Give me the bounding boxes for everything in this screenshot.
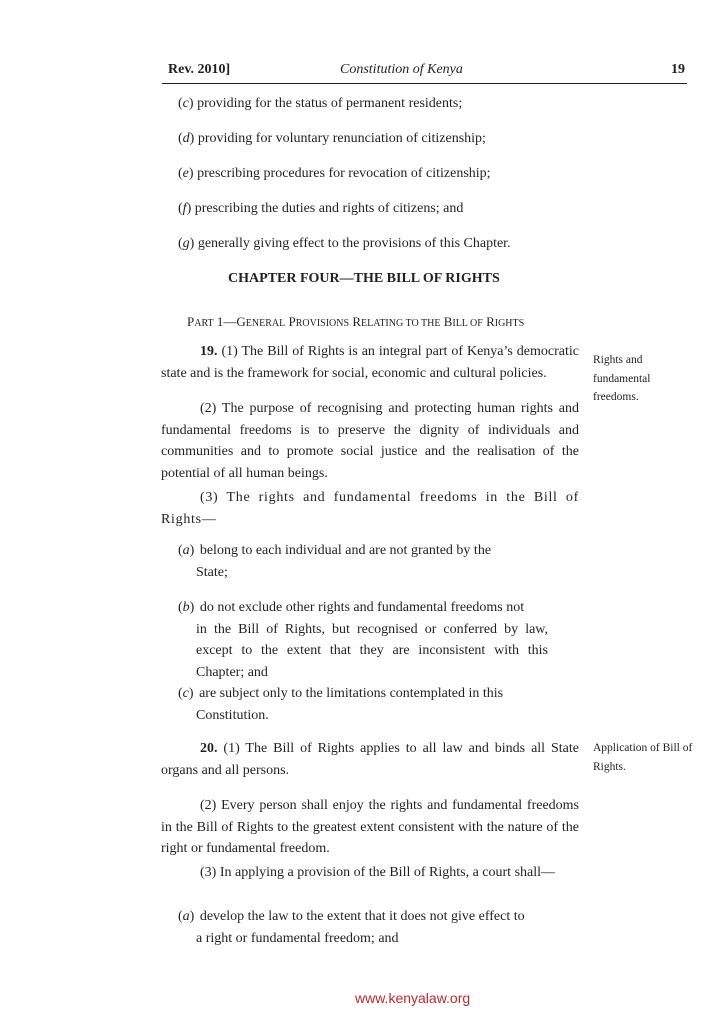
margin-note-application: Application of Bill of Rights. — [593, 742, 693, 773]
item-text: prescribing the duties and rights of citizens; and — [194, 201, 464, 216]
list-item: (f) prescribing the duties and rights of citizens; and — [178, 201, 464, 216]
list-item: (c) providing for the status of permanent residents; — [178, 96, 463, 111]
list-item: (d) providing for voluntary renunciation of citizenship; — [178, 131, 486, 146]
item-text: generally giving effect to the provisions of this Chapter. — [197, 236, 511, 251]
section-19-subsection-1: 19. (1) The Bill of Rights is an integral part of Kenya’s democratic state and is the framework for social, economic and cultural policies. — [161, 344, 579, 381]
margin-note-rights: Rights and fundamental freedoms. — [593, 354, 651, 403]
section-number: 20. — [200, 741, 218, 756]
section-19-subsection-2: (2) The purpose of recognising and protecting human rights and fundamental freedoms is to preserve the dignity of individuals and communities and to promote social justice and the realisation of the potential of all human beings. — [161, 401, 579, 481]
list-item: (a) develop the law to the extent that it does not give effect to a right or fundamental freedom; and — [178, 909, 525, 946]
revision-label: Rev. 2010] — [168, 62, 231, 77]
item-label: e — [182, 166, 189, 181]
section-20-subsection-2: (2) Every person shall enjoy the rights and fundamental freedoms in the Bill of Rights to the greatest extent consistent with the nature of the right or fundamental freedom. — [161, 798, 579, 856]
item-label: g — [182, 236, 190, 251]
list-item: (b) do not exclude other rights and fundamental freedoms not in the Bill of Rights, but recognised or conferred by law, except to the extent that they are inconsistent with this Chapter; and — [178, 600, 548, 680]
header-rule — [162, 83, 687, 84]
list-item: (c) are subject only to the limitations contemplated in this Constitution. — [178, 686, 504, 723]
list-item: (a) belong to each individual and are not granted by the State; — [178, 543, 492, 580]
item-label: d — [182, 131, 190, 146]
chapter-title: CHAPTER FOUR—THE BILL OF RIGHTS — [228, 271, 500, 286]
list-item: (g) generally giving effect to the provisions of this Chapter. — [178, 236, 511, 251]
item-text: providing for voluntary renunciation of citizenship; — [197, 131, 486, 146]
section-19-subsection-3: (3) The rights and fundamental freedoms in the Bill of Rights— — [161, 490, 579, 527]
item-text: providing for the status of permanent residents; — [197, 96, 463, 111]
section-20-subsection-1: 20. (1) The Bill of Rights applies to all law and binds all State organs and all persons. — [161, 741, 579, 778]
page-number: 19 — [671, 62, 685, 77]
item-text: prescribing procedures for revocation of citizenship; — [197, 166, 491, 181]
running-title: Constitution of Kenya — [340, 62, 463, 77]
item-label: c — [182, 96, 189, 111]
section-20-subsection-3: (3) In applying a provision of the Bill of Rights, a court shall— — [200, 865, 556, 880]
item-label: f — [182, 201, 187, 216]
list-item: (e) prescribing procedures for revocation of citizenship; — [178, 166, 491, 181]
footer-url: www.kenyalaw.org — [355, 990, 471, 1006]
part-title: PART 1—GENERAL PROVISIONS RELATING TO THE BILL OF RIGHTS — [187, 314, 525, 329]
section-number: 19. — [200, 344, 218, 359]
